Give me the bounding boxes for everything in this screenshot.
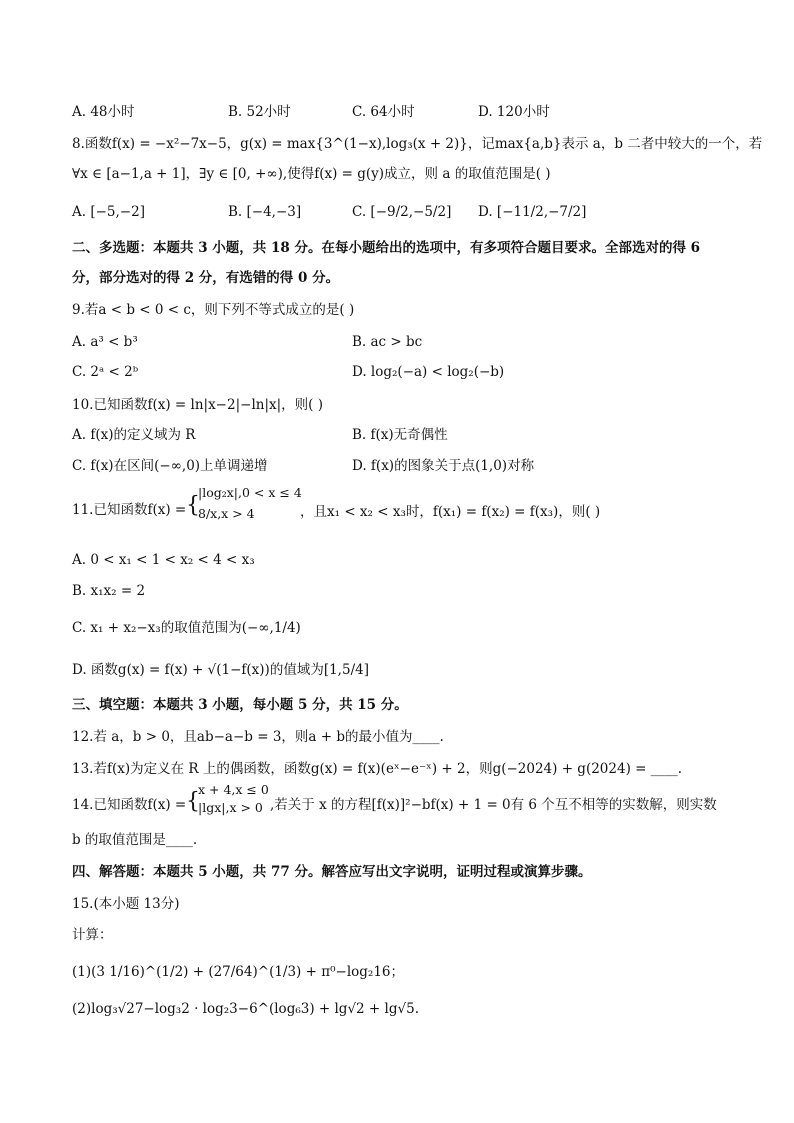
q7-option-d: D. 120小时 bbox=[478, 104, 550, 120]
q9-stem: 9.若a < b < 0 < c，则下列不等式成立的是( ) bbox=[72, 302, 355, 318]
q7-option-b: B. 52小时 bbox=[228, 104, 291, 120]
q8-option-a: A. [−5,−2] bbox=[72, 204, 145, 220]
q11-stem-suffix: ，且x₁ < x₂ < x₃时，f(x₁) = f(x₂) = f(x₃)，则( ) bbox=[300, 504, 601, 520]
section2-heading-line1: 二、多选题：本题共 3 小题，共 18 分。在每小题给出的选项中，有多项符合题目要求。全部选对的得 6 bbox=[72, 240, 701, 256]
q14-stem-suffix: ,若关于 x 的方程[f(x)]²−bf(x) + 1 = 0有 6 个互不相等的实数解，则实数 bbox=[270, 797, 717, 813]
q15-intro: 计算： bbox=[72, 927, 113, 943]
q11-piecewise-brace: { bbox=[186, 493, 200, 518]
q15-part1: (1)(3 1/16)^(1/2) + (27/64)^(1/3) + π⁰−log₂16； bbox=[72, 964, 404, 980]
q10-stem: 10.已知函数f(x) = ln|x−2|−ln|x|，则( ) bbox=[72, 397, 323, 413]
q11-option-d: D. 函数g(x) = f(x) + √(1−f(x))的值域为[1,5/4] bbox=[72, 662, 369, 678]
q11-case1: |log₂x|,0 < x ≤ 4 bbox=[198, 485, 302, 500]
q15-part2: (2)log₃√27−log₃2 · log₂3−6^(log₆3) + lg√2 + lg√5. bbox=[72, 1001, 419, 1017]
section4-heading: 四、解答题：本题共 5 小题，共 77 分。解答应写出文字说明，证明过程或演算步骤。 bbox=[72, 864, 592, 880]
section3-heading: 三、填空题：本题共 3 小题，每小题 5 分，共 15 分。 bbox=[72, 697, 408, 713]
q10-option-d: D. f(x)的图象关于点(1,0)对称 bbox=[352, 458, 535, 474]
q9-option-c: C. 2ᵃ < 2ᵇ bbox=[72, 364, 139, 380]
q14-stem-line2: b 的取值范围是____. bbox=[72, 832, 198, 848]
q8-option-b: B. [−4,−3] bbox=[228, 204, 302, 220]
q11-stem-prefix: 11.已知函数f(x) = bbox=[72, 502, 187, 518]
q14-stem-prefix: 14.已知函数f(x) = bbox=[72, 797, 187, 813]
q11-case2: 8/x,x > 4 bbox=[198, 506, 255, 521]
q7-option-a: A. 48小时 bbox=[72, 104, 135, 120]
section2-heading-line2: 分，部分选对的得 2 分，有选错的得 0 分。 bbox=[72, 270, 340, 286]
q9-option-d: D. log₂(−a) < log₂(−b) bbox=[352, 364, 505, 380]
q9-option-a: A. a³ < b³ bbox=[72, 334, 138, 350]
q15-header: 15.(本小题 13分) bbox=[72, 896, 180, 912]
q14-piecewise-brace: { bbox=[186, 789, 200, 814]
q8-option-d: D. [−11/2,−7/2] bbox=[478, 204, 587, 220]
q13-stem: 13.若f(x)为定义在 R 上的偶函数，函数g(x) = f(x)(eˣ−e⁻ˣ) + 2，则g(−2024) + g(2024) = ____. bbox=[72, 761, 683, 777]
q8-option-c: C. [−9/2,−5/2] bbox=[352, 204, 452, 220]
q7-option-c: C. 64小时 bbox=[352, 104, 415, 120]
q14-case2: |lgx|,x > 0 bbox=[198, 800, 263, 815]
q11-option-b: B. x₁x₂ = 2 bbox=[72, 583, 146, 599]
q14-case1: x + 4,x ≤ 0 bbox=[198, 782, 269, 797]
q8-stem-line1: 8.函数f(x) = −x²−7x−5，g(x) = max{3^(1−x),log₃(x + 2)}，记max{a,b}表示 a，b 二者中较大的一个，若 bbox=[72, 136, 763, 152]
q11-option-a: A. 0 < x₁ < 1 < x₂ < 4 < x₃ bbox=[72, 552, 255, 568]
q10-option-a: A. f(x)的定义域为 R bbox=[72, 427, 196, 443]
q8-stem-line2: ∀x ∈ [a−1,a + 1]，∃y ∈ [0, +∞),使得f(x) = g(y)成立，则 a 的取值范围是( ) bbox=[72, 166, 551, 182]
q10-option-b: B. f(x)无奇偶性 bbox=[352, 427, 448, 443]
q11-option-c: C. x₁ + x₂−x₃的取值范围为(−∞,1/4) bbox=[72, 620, 301, 636]
q9-option-b: B. ac > bc bbox=[352, 334, 423, 350]
q10-option-c: C. f(x)在区间(−∞,0)上单调递增 bbox=[72, 458, 268, 474]
q12-stem: 12.若 a，b > 0，且ab−a−b = 3，则a + b的最小值为____. bbox=[72, 729, 444, 745]
